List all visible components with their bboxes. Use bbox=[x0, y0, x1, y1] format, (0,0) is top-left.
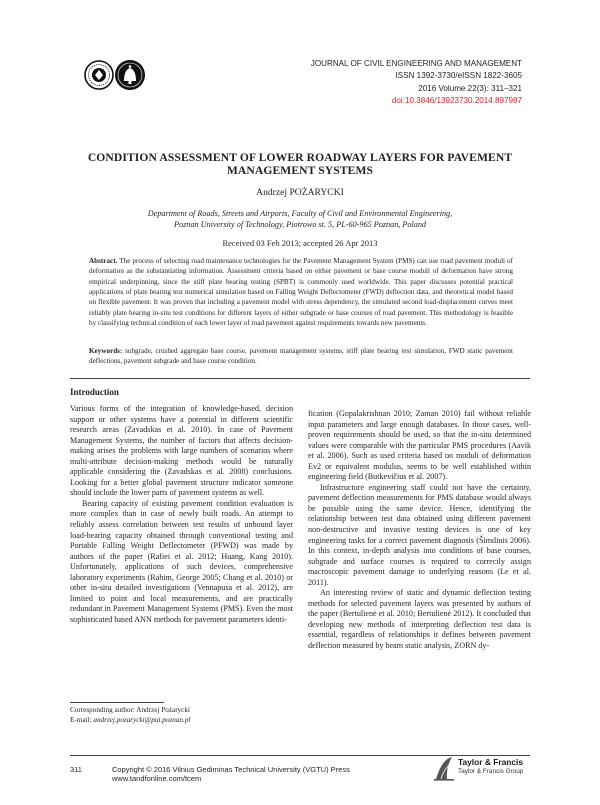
publisher-name: Taylor & Francis bbox=[458, 757, 524, 767]
abstract bbox=[89, 256, 513, 328]
doi-link[interactable]: doi:10.3846/13923730.2014.897987 bbox=[391, 96, 522, 106]
introduction-heading: Introduction bbox=[70, 387, 119, 397]
journal-name: JOURNAL OF CIVIL ENGINEERING AND MANAGEMENT bbox=[310, 59, 522, 68]
footer-copyright bbox=[112, 765, 350, 783]
journal-info bbox=[311, 58, 522, 108]
issn: ISSN 1392-3730/eISSN 1822-3605 bbox=[395, 71, 522, 81]
corresponding-email-line bbox=[70, 716, 190, 726]
left-column bbox=[70, 404, 293, 625]
corresponding-author-name: Corresponding author: Andrzej Pożarycki bbox=[70, 706, 190, 714]
affiliation-line-1: Department of Roads, Streets and Airports, Faculty of Civil and Environmental Engineering, bbox=[147, 209, 453, 218]
keywords-label: Keywords: bbox=[89, 347, 123, 355]
section-divider bbox=[70, 378, 530, 379]
right-column bbox=[308, 409, 531, 652]
paragraph: An interesting review of static and dynamic deflection testing methods for selected pavement layers was presented by authors of the paper (Bertulienė et al. 2010; Bertulienė 2012). It concluded that developing new methods of interpreting deflection test data is essential, regardless of relationships it defines between pavement deflection measured by beam static analysis, ZORN dy- bbox=[308, 588, 531, 651]
paragraph: Bearing capacity of existing pavement condition evaluation is more complex than in case of newly built roads. An attempt to reliably assess correlation between test results of unbound layer load-bearing capacity obtained through conventional testing and Portable Falling Weight Deflectometer (PFWD) was made by authors of the paper (Rafiei et al. 2012; Huang, Kang 2010). Unfortunately, applications of such devices, comprehensive laboratory experiments (Rahim, George 2005; Chang et al. 2010) or other in-situ detailed investigations (Vennapusa et al. 2012), are limited to point and local measurements, and are practically redundant in Pavement Management Systems (PMS). Even the most sophisticated based ANN methods for pavement parameters identi- bbox=[70, 498, 293, 624]
volume-pages: 2016 Volume 22(3): 311–321 bbox=[418, 83, 522, 93]
email-label: E-mail: bbox=[70, 715, 92, 724]
abstract-label: Abstract. bbox=[89, 257, 118, 265]
publisher-group: Taylor & Francis Group bbox=[458, 768, 524, 775]
author-name: Andrzej POŻARYCKI bbox=[256, 187, 344, 198]
keywords bbox=[89, 346, 513, 367]
university-seal-icon bbox=[85, 61, 113, 89]
affiliation-line-2: Poznan University of Technology, Piotrowo st. 5, PL-60-965 Poznan, Poland bbox=[173, 220, 427, 229]
affiliation bbox=[70, 208, 530, 230]
journal-logos bbox=[84, 58, 150, 92]
corresponding-author bbox=[70, 706, 190, 725]
article-title: CONDITION ASSESSMENT OF LOWER ROADWAY LAYERS FOR PAVEMENT MANAGEMENT SYSTEMS bbox=[87, 151, 513, 177]
abstract-text: The process of selecting road maintenance technologies for the Pavement Management System (PMS) can use road pavement moduli of deformation as the substantiating information. Assessment criteria based on either pavement or base course moduli of deformation have strong empirical underpinning, since the stiff plate bearing testing (SPBT) is commonly used worldwide. This paper discusses potential practical applications of plate bearing test numerical simulation based on Falling Weight Deflectometer (FWD) deflection data, and theoretical model based on flexible pavement. It was proven that including a pavement model with stress dependency, the simulated second load-displacement curves meet reliably plate bearing in-situ test conditions for different layers of either subgrade or base courses of road pavement. This methodology is feasible by classifying technical condition of each lower layer of road pavement against requirements towards new pavements. bbox=[89, 257, 514, 328]
press-bell-logo-icon bbox=[115, 60, 145, 90]
email-link[interactable]: andrzej.pozarycki@put.poznan.pl bbox=[93, 715, 191, 724]
paragraph: Various forms of the integration of knowledge-based, decision support or other systems have a potential in different scientific research areas (Zavadskas et al. 2010). In case of Pavement Management Systems, the number of factors that affects decision-making arises the problems with large numbers of scenarios where multi-attribute decision-making methods would be naturally applicable considering the (Zavadskas et al. 2008) conclusions. Looking for a better global pavement structure indicator someone should include the lower parts of pavement systems as well. bbox=[70, 404, 293, 498]
page-number: 311 bbox=[70, 765, 82, 774]
copyright-text: Copyright © 2016 Vilnius Gediminas Technical University (VGTU) Press bbox=[112, 765, 350, 774]
paragraph: Infrastructure engineering staff could not have the certainty, pavement deflection measurements for PMS database would always be possible using the same device. Hence, identifying the relationship between test data obtained using different pavement non-destructive and invasive testing devices is one of key engineering tasks for a correct pavement diagnosis (Šimdinis 2006). In this context, in-depth analysis into conditions of base courses, subgrade and surface courses is required to correctly assign macroscopic pavement damage to underlying reasons (Le et al. 2011). bbox=[308, 482, 531, 587]
footnote-divider bbox=[70, 702, 164, 703]
paragraph: fication (Gopalakrishnan 2010; Zaman 2010) fail without reliable input parameters and large enough databases. In those cases, well-proven requirements should be used, so that the in-situ determined values were comparable with the particular PMS procedures (Aavik et al. 2006). Such as used criteria based on moduli of deformation Ev2 or equivalent modulus, seems to be well established within engineering field (Butkevičius et al. 2007). bbox=[308, 409, 531, 482]
received-dates: Received 03 Feb 2013; accepted 26 Apr 2013 bbox=[222, 238, 378, 248]
keywords-text: subgrade, crushed aggregate base course, pavement management systems, stiff plate bearing test simulation, FWD static pavement deflections, pavement subgrade and base course condition. bbox=[89, 347, 513, 366]
website-link[interactable]: www.tandfonline.com/tcem bbox=[112, 774, 202, 783]
